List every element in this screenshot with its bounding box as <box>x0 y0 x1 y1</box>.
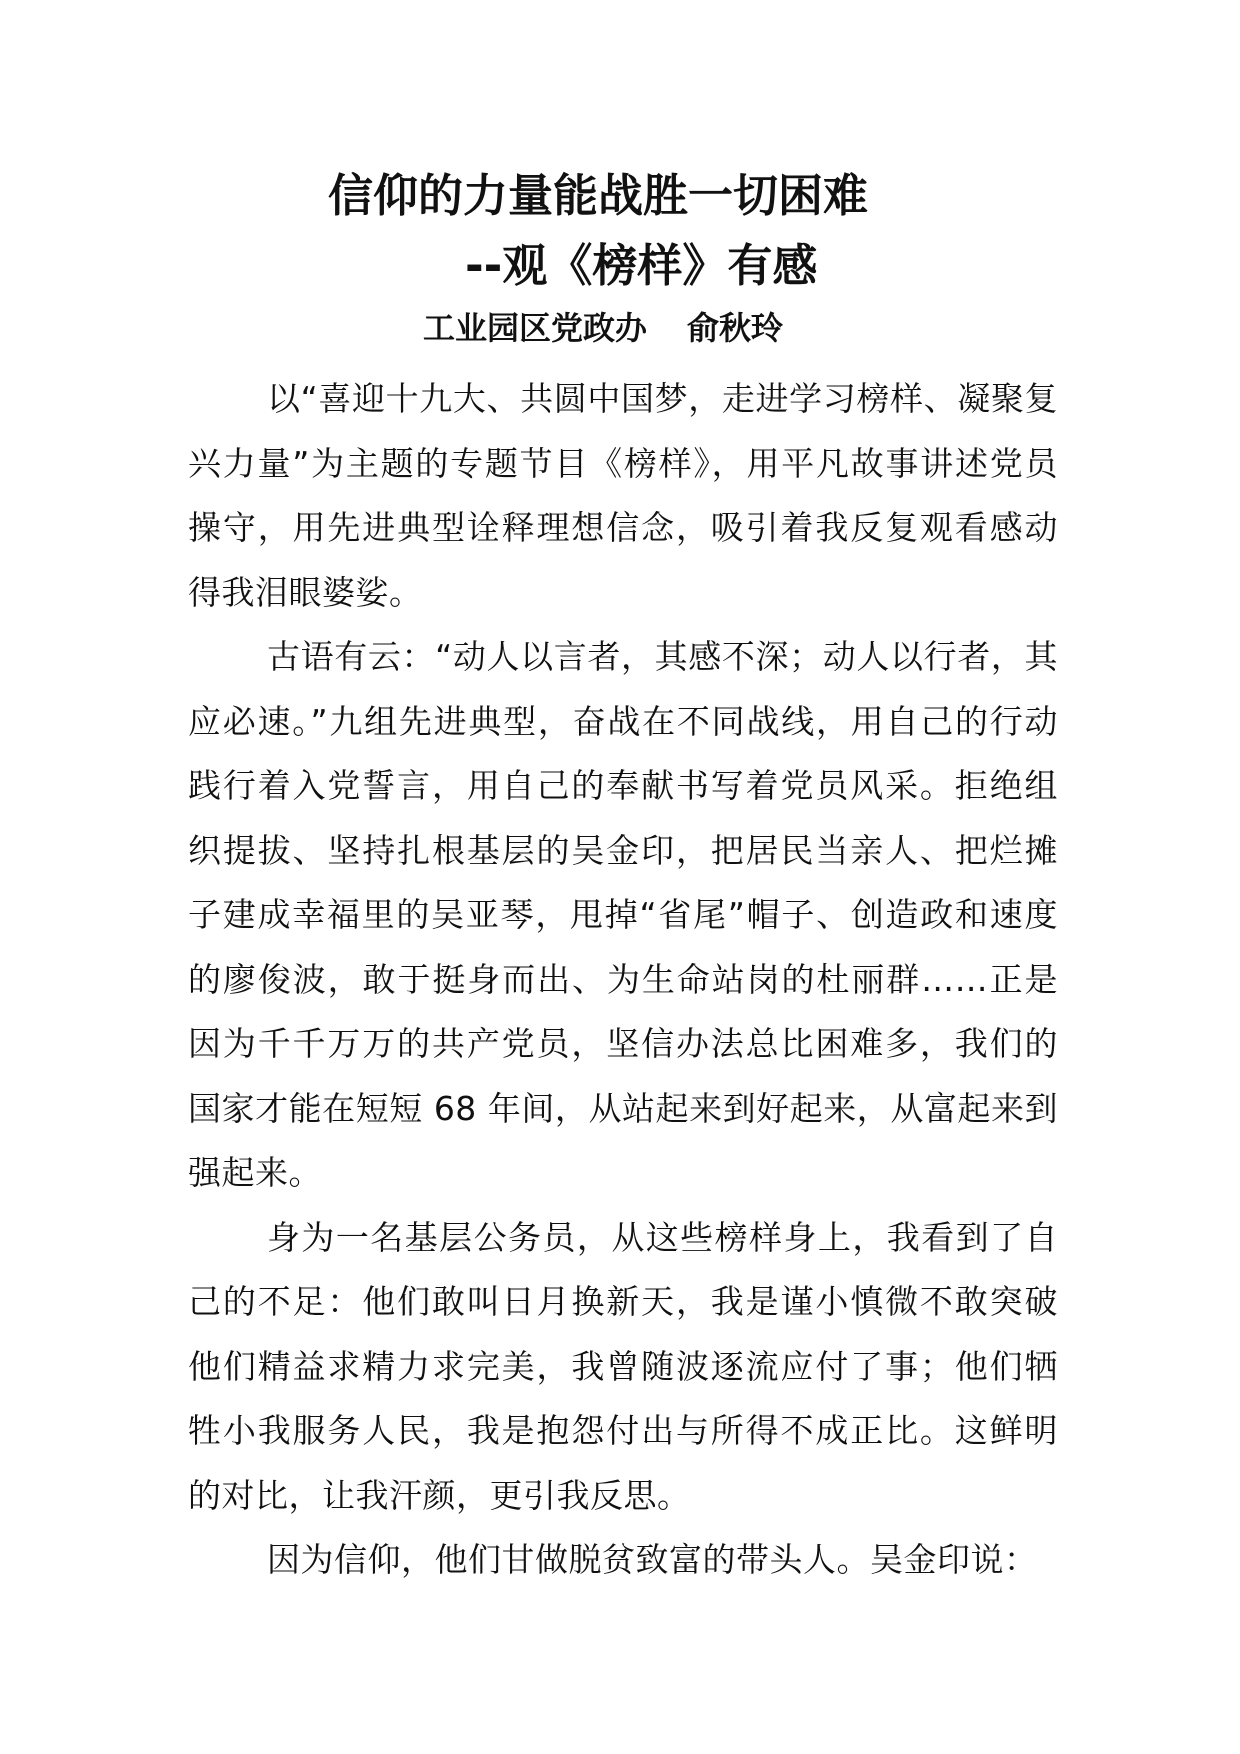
paragraph-quote: 古语有云：“动人以言者，其感不深；动人以行者，其应必速。”九组先进典型，奋战在不同战线，用自己的行动践行着入党誓言，用自己的奉献书写着党员风采。拒绝组织提拔、坚持扎根基层的吴金印，把居民当亲人、把烂摊子建成幸福里的吴亚琴，甩掉“省尾”帽子、创造政和速度的廖俊波，敢于挺身而出、为生命站岗的杜丽群……正是因为千千万万的共产党员，坚信办法总比困难多，我们的国家才能在短短 68 年间，从站起来到好起来，从富起来到强起来。 <box>188 637 1058 1192</box>
author-organization: 工业园区党政办 <box>423 309 648 347</box>
paragraph-reflection: 身为一名基层公务员，从这些榜样身上，我看到了自己的不足：他们敢叫日月换新天，我是谨小慎微不敢突破他们精益求精力求完美，我曾随波逐流应付了事；他们牺牲小我服务人民，我是抱怨付出与所得不成正比。这鲜明的对比，让我汗颜，更引我反思。 <box>188 1217 1058 1515</box>
author-line <box>423 306 783 350</box>
document-body <box>188 367 1058 1593</box>
paragraph-intro: 以“喜迎十九大、共圆中国梦，走进学习榜样、凝聚复兴力量”为主题的专题节目《榜样》，用平凡故事讲述党员操守，用先进典型诠释理想信念，吸引着我反复观看感动得我泪眼婆娑。 <box>188 379 1058 612</box>
paragraph-belief: 因为信仰，他们甘做脱贫致富的带头人。吴金印说： <box>267 1540 1038 1579</box>
document-title: 信仰的力量能战胜一切困难 <box>328 169 869 222</box>
author-name: 俞秋玲 <box>687 309 784 347</box>
document-subtitle: --观《榜样》有感 <box>465 239 818 292</box>
